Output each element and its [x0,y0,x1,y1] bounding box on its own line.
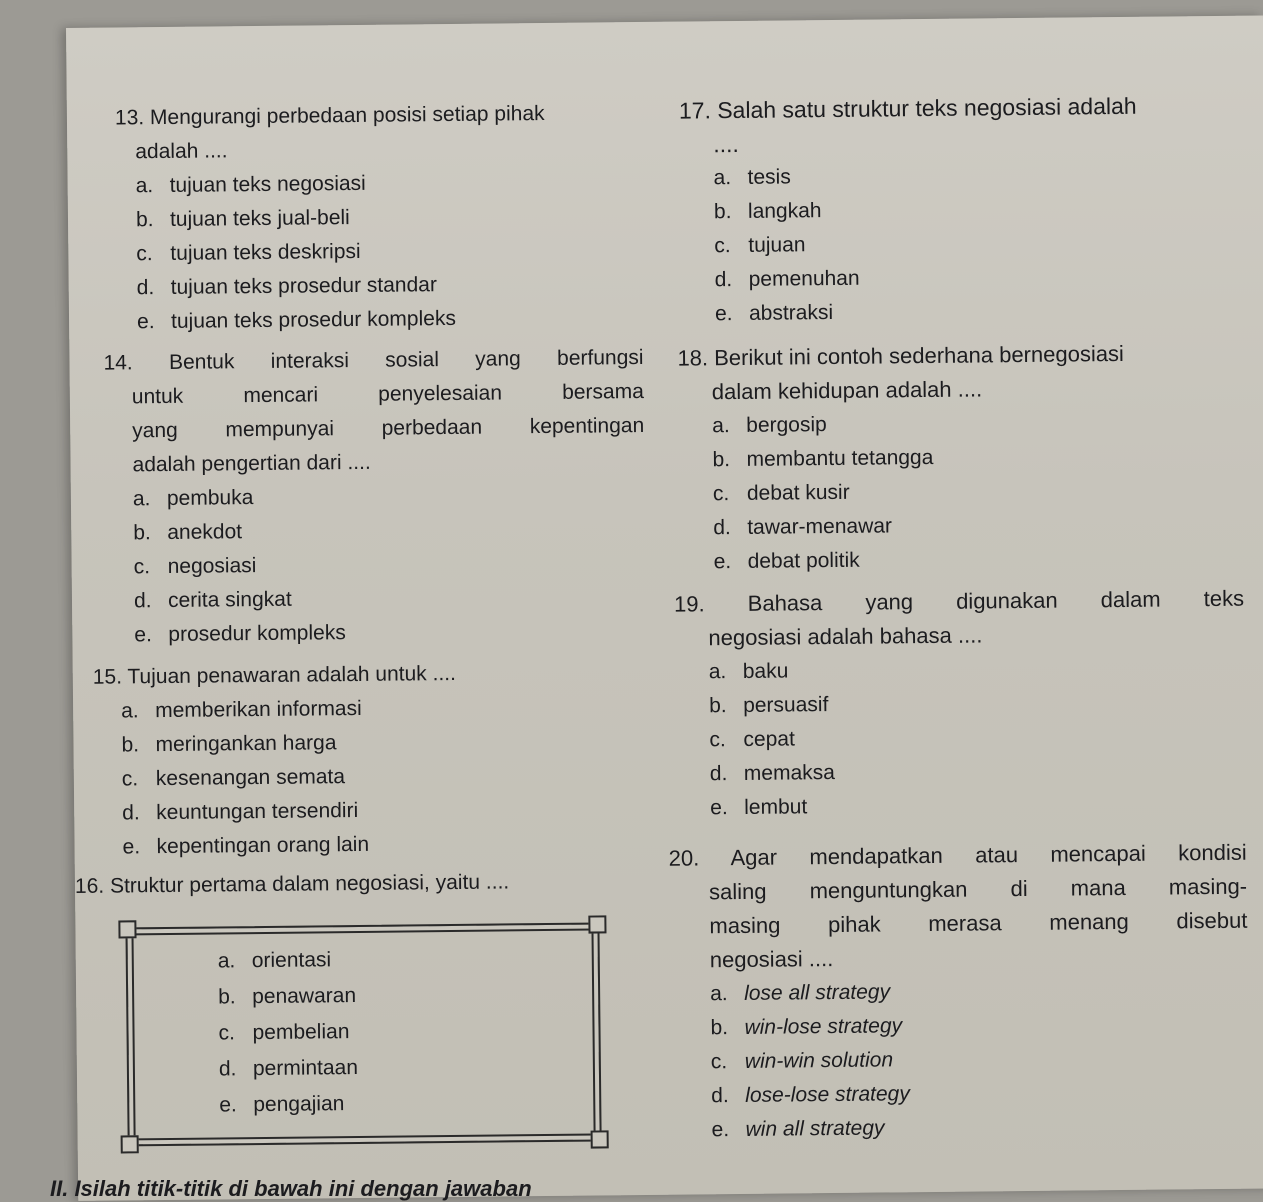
question-17-line-2: .... [713,130,739,158]
q14-option-b: b. anekdot [133,520,243,545]
question-14-line-1: 14. Bentuk interaksi sosial yang berfungsi [103,345,644,375]
q16-option-d: d. permintaan [218,1056,359,1081]
question-14-line-4: adalah pengertian dari .... [132,450,371,477]
question-20-line-2: saling menguntungkan di mana masing- [708,873,1248,905]
q17-option-d: d. pemenuhan [714,266,860,292]
q15-option-c: c. kesenangan semata [121,765,346,791]
q14-option-e: e. prosedur kompleks [134,621,346,647]
question-20 [669,836,1250,1148]
question-15-line-1: 15. Tujuan penawaran adalah untuk .... [92,661,457,689]
q20-option-b: b. win-lose strategy [710,1014,903,1040]
question-16-line-1: 16. Struktur pertama dalam negosiasi, yaitu .... [74,870,510,898]
q16-option-c: c. pembelian [218,1020,350,1045]
frame-corner-bottom-left [121,1135,139,1153]
question-15 [93,655,635,865]
question-13-line-1: 13. Mengurangi perbedaan posisi setiap pihak [114,101,545,130]
question-19-line-1: 19. Bahasa yang digunakan dalam teks [673,585,1245,617]
question-13 [115,96,657,340]
q18-option-d: d. tawar-menawar [713,514,893,540]
question-14-line-2: untuk mencari penyelesaian bersama [131,379,644,409]
q14-option-a: a. pembuka [132,486,254,511]
q17-option-a: a. tesis [713,165,791,190]
question-20-line-3: masing pihak merasa menang disebut [709,907,1248,939]
q15-option-a: a. memberikan informasi [121,696,362,723]
q13-option-a: a. tujuan teks negosiasi [135,171,366,198]
q20-option-e: e. win all strategy [711,1116,885,1142]
question-19-line-2: negosiasi adalah bahasa .... [708,622,983,651]
q18-option-e: e. debat politik [713,548,860,574]
question-18-line-2: dalam kehidupan adalah .... [711,376,983,405]
q15-option-b: b. meringankan harga [121,731,337,757]
q20-option-c: c. win-win solution [710,1048,894,1074]
q13-option-c: c. tujuan teks deskripsi [136,239,361,266]
q13-option-b: b. tujuan teks jual-beli [135,206,350,232]
q16-option-a: a. orientasi [217,948,332,973]
q14-option-c: c. negosiasi [133,554,257,579]
section-heading-ii: II. Isilah titik-titik di bawah ini dengan jawaban [50,1176,532,1201]
q19-option-d: d. memaksa [709,760,835,786]
q13-option-e: e. tujuan teks prosedur kompleks [136,306,456,334]
q15-option-d: d. keuntungan tersendiri [122,798,359,825]
worksheet-page [66,15,1263,1200]
question-18 [677,336,1244,580]
q19-option-c: c. cepat [709,727,795,752]
question-14 [103,341,646,653]
q13-option-d: d. tujuan teks prosedur standar [136,273,438,300]
q18-option-c: c. debat kusir [712,480,850,506]
frame-corner-bottom-right [591,1130,609,1148]
question-14-line-3: yang mempunyai perbedaan kepentingan [132,413,645,443]
question-20-line-4: negosiasi .... [709,946,834,973]
question-16-options-frame [125,922,601,1146]
q17-option-c: c. tujuan [714,233,806,258]
q14-option-d: d. cerita singkat [133,587,292,613]
question-13-line-2: adalah .... [135,139,228,164]
frame-corner-top-left [118,920,136,938]
q19-option-b: b. persuasif [709,693,829,718]
question-20-line-1: 20. Agar mendapatkan atau mencapai kondisi [668,839,1247,871]
frame-corner-top-right [588,915,606,933]
q19-option-a: a. baku [708,659,789,684]
q18-option-b: b. membantu tetangga [712,445,934,472]
q19-option-e: e. lembut [710,795,808,820]
q15-option-e: e. kepentingan orang lain [122,832,370,859]
question-18-line-1: 18. Berikut ini contoh sederhana bernegosiasi [677,340,1125,371]
q16-options [218,940,580,1124]
q18-option-a: a. bergosip [712,413,827,438]
question-16 [75,864,635,904]
q17-option-e: e. abstraksi [714,300,834,326]
question-17 [679,88,1241,332]
q16-option-e: e. pengajian [219,1092,345,1117]
question-19 [674,582,1246,826]
q17-option-b: b. langkah [713,199,822,224]
q20-option-d: d. lose-lose strategy [711,1082,910,1108]
question-17-line-1: 17. Salah satu struktur teks negosiasi adalah [678,92,1137,124]
q16-option-b: b. penawaran [218,984,357,1009]
q20-option-a: a. lose all strategy [710,980,891,1006]
